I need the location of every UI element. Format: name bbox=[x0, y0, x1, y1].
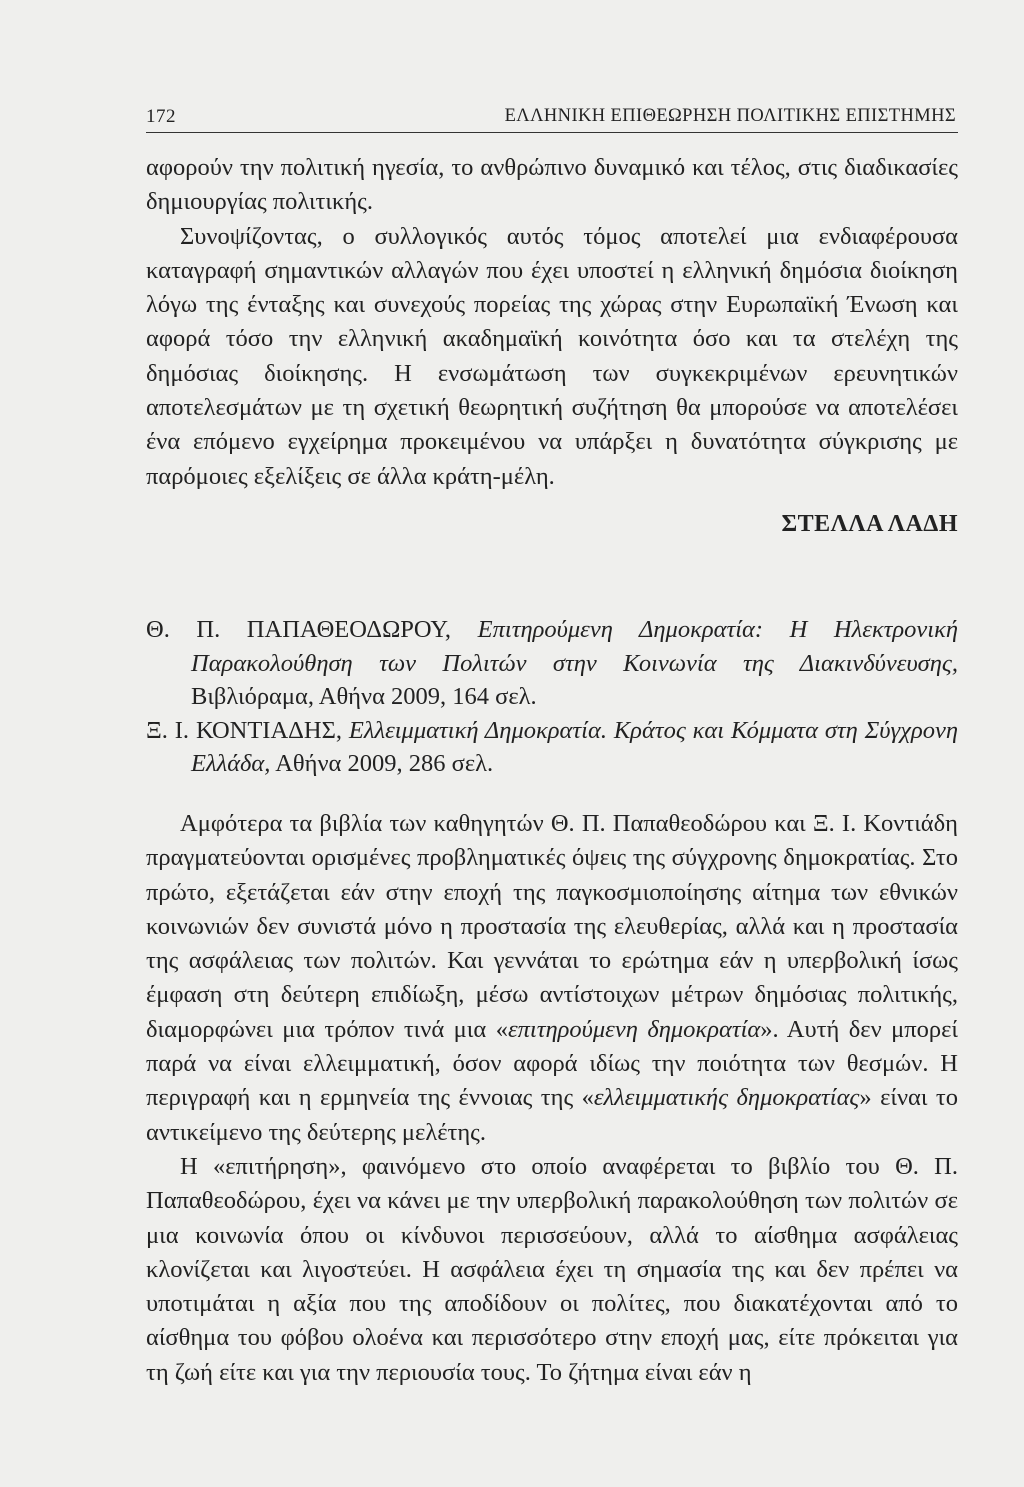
reference-entry bbox=[146, 613, 958, 714]
running-header bbox=[146, 104, 958, 133]
reference-title: Ελλειμματική Δημοκρατία. Κράτος και Κόμματα στη Σύγχρονη Ελλάδα, bbox=[191, 716, 958, 777]
text-run: » είναι το αντικείμενο της δεύτερης μελέτης. bbox=[146, 1084, 959, 1146]
italic-term: επιτηρούμενη δημοκρατία bbox=[507, 1015, 761, 1043]
journal-title: ΕΛΛΗΝΙΚΗ ΕΠΙΘΕΩΡΗΣΗ ΠΟΛΙΤΙΚΗΣ ΕΠΙΣΤΗΜΗΣ bbox=[504, 106, 956, 126]
paragraph bbox=[146, 807, 958, 1150]
italic-term: ελλειμματικής δημοκρατίας bbox=[593, 1084, 860, 1112]
book-references bbox=[146, 613, 958, 781]
reference-author: Θ. Π. ΠΑΠΑΘΕΟΔΩΡΟΥ, bbox=[146, 616, 452, 643]
reference-publisher: Αθήνα 2009, 286 σελ. bbox=[275, 750, 494, 777]
text-run: Αμφότερα τα βιβλία των καθηγητών Θ. Π. Παπαθεοδώρου και Ξ. Ι. Κοντιάδη πραγματεύονται ορισμένες προβληματικές όψεις της σύγχρονης δημοκρατίας. Στο πρώτο, εξετάζεται εάν στην εποχή της παγκοσμιοποίησης αίτημα των εθνικών κοινωνιών δεν συνιστά μόνο η προστασία της ελευθερίας, αλλά και η προστασία της ασφάλειας των πολιτών. Και γεννάται το ερώτημα εάν η υπερβολική ίσως έμφαση στη δεύτερη επιδίωξη, μέσω αντίστοιχων μέτρων δημόσιας πολιτικής, διαμορφώνει μια τρόπον τινά μια « bbox=[146, 810, 958, 1043]
paragraph: Συνοψίζοντας, ο συλλογικός αυτός τόμος αποτελεί μια ενδιαφέρουσα καταγραφή σημαντικών αλλαγών που έχει υποστεί η ελληνική δημόσια διοίκηση λόγω της ένταξης και συνεχούς πορείας της χώρας στην Ευρωπαϊκή Ένωση και αφορά τόσο την ελληνική ακαδημαϊκή κοινότητα όσο και τα στελέχη της δημόσιας διοίκησης. Η ενσωμάτωση των συγκεκριμένων ερευνητικών αποτελεσμάτων με τη σχετική θεωρητική συζήτηση θα μπορούσε να αποτελέσει ένα επόμενο εγχείρημα προκειμένου να υπάρξει η δυνατότητα σύγκρισης με παρόμοιες εξελίξεις σε άλλα κράτη-μέλη. bbox=[146, 222, 958, 490]
reference-publisher: Βιβλιόραμα, Αθήνα 2009, 164 σελ. bbox=[191, 683, 537, 710]
paragraph: αφορούν την πολιτική ηγεσία, το ανθρώπινο δυναμικό και τέλος, στις διαδικασίες δημιουργίας πολιτικής. bbox=[146, 154, 958, 216]
page-number: 172 bbox=[146, 106, 176, 127]
review-one-text bbox=[146, 151, 958, 494]
reference-title: Επιτηρούμενη Δημοκρατία: Η Ηλεκτρονική Παρακολούθηση των Πολιτών στην Κοινωνία της Διακινδύνευσης, bbox=[191, 616, 959, 677]
text-run: ». Αυτή δεν μπορεί παρά να είναι ελλειμματική, όσον αφορά ιδίως την ποιότητα των θεσμών. Η περιγραφή και η ερμηνεία της έννοιας της « bbox=[146, 1015, 958, 1112]
reference-entry bbox=[146, 714, 958, 781]
reference-author: Ξ. Ι. ΚΟΝΤΙΑΔΗΣ, bbox=[146, 716, 342, 744]
reviewer-signature: ΣΤΕΛΛΑ ΛΑΔΗ bbox=[781, 511, 958, 537]
paragraph: Η «επιτήρηση», φαινόμενο στο οποίο αναφέρεται το βιβλίο του Θ. Π. Παπαθεοδώρου, έχει να κάνει με την υπερβολική παρακολούθηση των πολιτών σε μια κοινωνία όπου οι κίνδυνοι περισσεύουν, αλλά το αίσθημα ασφάλειας κλονίζεται και λιγοστεύει. Η ασφάλεια έχει τη σημασία της και δεν πρέπει να υποτιμάται η αξία που της αποδίδουν οι πολίτες, που διακατέχονται από το αίσθημα του φόβου ολοένα και περισσότερο στην εποχή μας, είτε πρόκειται για τη ζωή είτε και για την περιουσία τους. Το ζήτημα είναι εάν η bbox=[146, 1152, 958, 1386]
review-two-text bbox=[146, 807, 958, 1390]
